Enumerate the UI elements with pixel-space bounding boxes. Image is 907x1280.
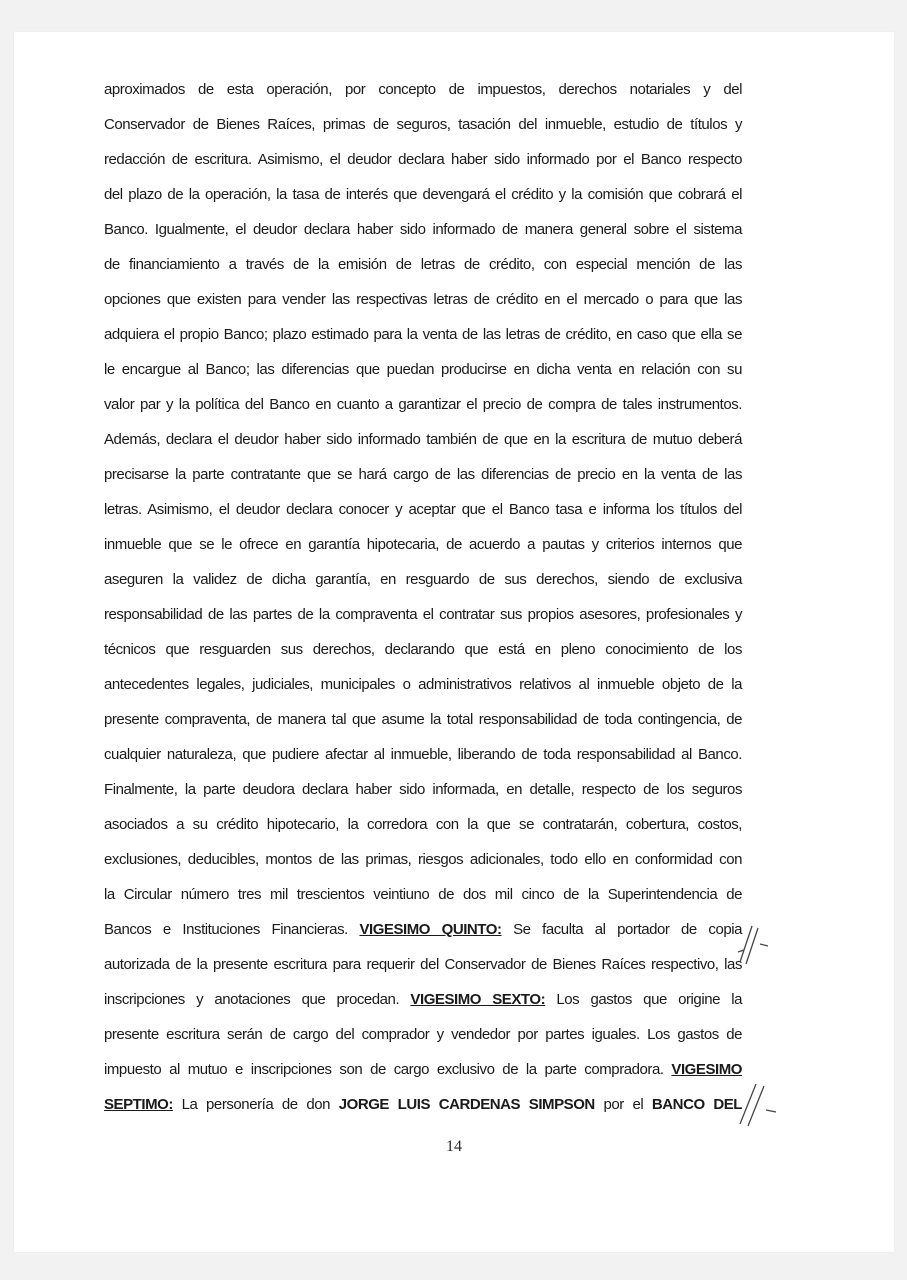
text-line: Banco. Igualmente, el deudor declara haber sido informado de manera general sobre el sistema	[104, 221, 742, 238]
text-line: SEPTIMO: La personería de don JORGE LUIS CARDENAS SIMPSON por el BANCO DEL	[104, 1096, 742, 1113]
text-line: del plazo de la operación, la tasa de interés que devengará el crédito y la comisión que cobrará el	[104, 186, 742, 203]
text-line: le encargue al Banco; las diferencias que puedan producirse en dicha venta en relación con su	[104, 361, 742, 378]
text-line: responsabilidad de las partes de la compraventa el contratar sus propios asesores, profesionales y	[104, 606, 742, 623]
text-line: autorizada de la presente escritura para requerir del Conservador de Bienes Raíces respectivo, las	[104, 956, 742, 973]
document-page	[14, 32, 894, 1252]
text-line: inscripciones y anotaciones que procedan. VIGESIMO SEXTO: Los gastos que origine la	[104, 991, 743, 1008]
text-line: cualquier naturaleza, que pudiere afectar al inmueble, liberando de toda responsabilidad al Banco.	[104, 746, 742, 763]
clause-heading-septimo: SEPTIMO:	[104, 1096, 173, 1113]
text-line: antecedentes legales, judiciales, municipales o administrativos relativos al inmueble objeto de la	[104, 676, 742, 693]
bank-name: BANCO DEL	[651, 1096, 742, 1113]
text-line: precisarse la parte contratante que se hará cargo de las diferencias de precio en la venta de las	[104, 466, 742, 483]
text-line: presente escritura serán de cargo del comprador y vendedor por partes iguales. Los gastos de	[104, 1026, 742, 1043]
person-name: JORGE LUIS CARDENAS SIMPSON	[338, 1096, 595, 1113]
text-line: Bancos e Instituciones Financieras. VIGESIMO QUINTO: Se faculta al portador de copia	[104, 921, 742, 938]
text-line: aproximados de esta operación, por concepto de impuestos, derechos notariales y del	[104, 81, 742, 98]
clause-heading-vigesimo-sexto: VIGESIMO SEXTO:	[410, 991, 546, 1008]
text-line: letras. Asimismo, el deudor declara conocer y aceptar que el Banco tasa e informa los títulos del	[104, 501, 742, 518]
text-line: Finalmente, la parte deudora declara haber sido informada, en detalle, respecto de los seguros	[104, 781, 742, 798]
text-line: asociados a su crédito hipotecario, la corredora con la que se contratarán, cobertura, costos,	[104, 816, 742, 833]
text-line: adquiera el propio Banco; plazo estimado para la venta de las letras de crédito, en caso que ella se	[104, 326, 742, 343]
text-line: aseguren la validez de dicha garantía, en resguardo de sus derechos, siendo de exclusiva	[104, 571, 742, 588]
initials-mark-2	[734, 1082, 780, 1132]
text-line: valor par y la política del Banco en cuanto a garantizar el precio de compra de tales instrumentos.	[104, 396, 742, 413]
text-line: opciones que existen para vender las respectivas letras de crédito en el mercado o para que las	[104, 291, 742, 308]
text-line: técnicos que resguarden sus derechos, declarando que está en pleno conocimiento de los	[104, 641, 742, 658]
text-line: exclusiones, deducibles, montos de las primas, riesgos adicionales, todo ello en conformidad con	[104, 851, 742, 868]
text-line: impuesto al mutuo e inscripciones son de cargo exclusivo de la parte compradora. VIGESIMO	[104, 1061, 742, 1078]
initials-mark-1	[734, 922, 774, 972]
text-line: Conservador de Bienes Raíces, primas de seguros, tasación del inmueble, estudio de títulos y	[104, 116, 742, 133]
text-line: la Circular número tres mil trescientos veintiuno de dos mil cinco de la Superintendencia de	[104, 886, 742, 903]
text-line: Además, declara el deudor haber sido informado también de que en la escritura de mutuo deberá	[104, 431, 742, 448]
text-line: de financiamiento a través de la emisión de letras de crédito, con especial mención de las	[104, 256, 742, 273]
page-number: 14	[446, 1138, 462, 1155]
text-line: presente compraventa, de manera tal que asume la total responsabilidad de toda contingencia, de	[104, 711, 742, 728]
text-line: inmueble que se le ofrece en garantía hipotecaria, de acuerdo a pautas y criterios internos que	[104, 536, 742, 553]
clause-heading-vigesimo-septimo: VIGESIMO	[671, 1061, 742, 1078]
text-line: redacción de escritura. Asimismo, el deudor declara haber sido informado por el Banco respecto	[104, 151, 742, 168]
clause-heading-vigesimo-quinto: VIGESIMO QUINTO:	[359, 921, 502, 938]
